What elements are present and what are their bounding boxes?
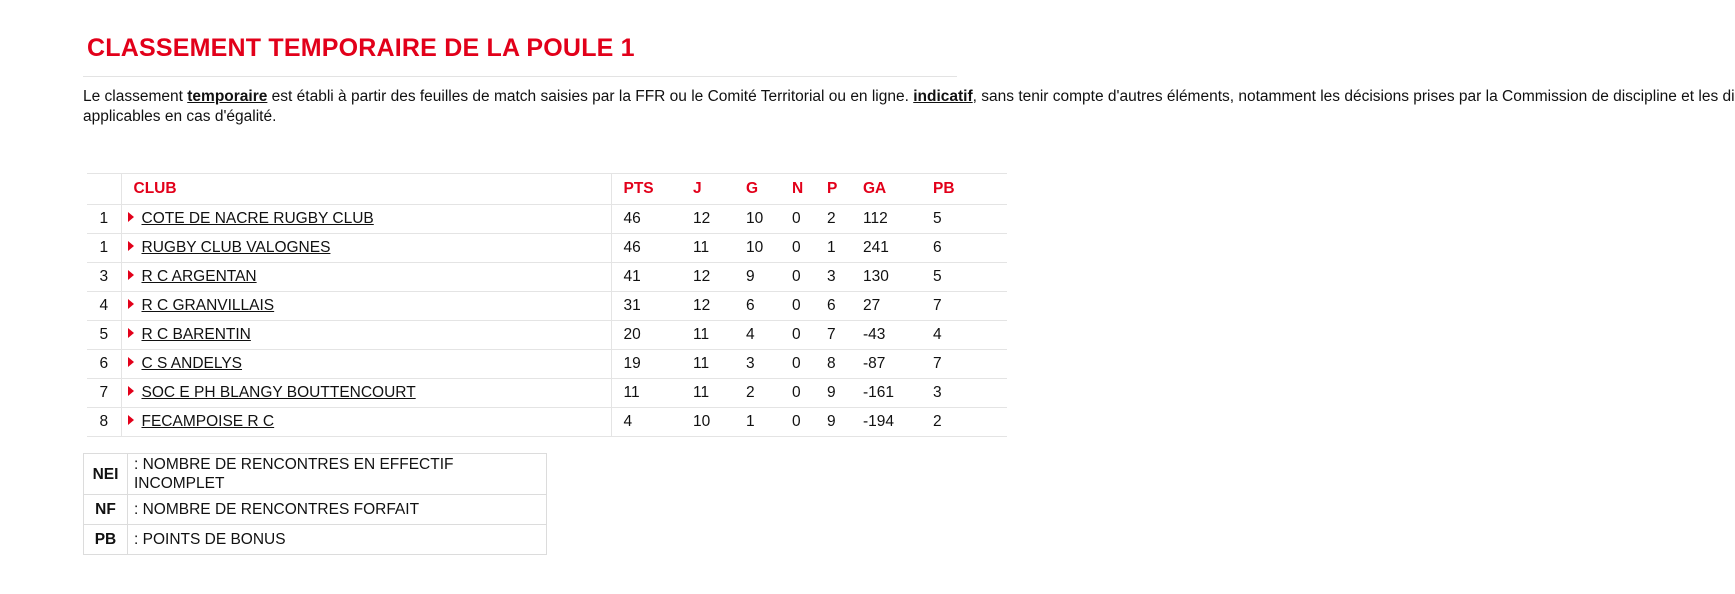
caret-right-icon (128, 415, 134, 425)
ga-cell: -194 (857, 408, 921, 437)
n-cell: 0 (786, 292, 821, 321)
pts-cell: 20 (611, 321, 681, 350)
ga-cell: 112 (857, 205, 921, 234)
club-cell (121, 350, 611, 379)
ga-cell: 27 (857, 292, 921, 321)
legend-row (84, 454, 547, 495)
p-cell: 1 (821, 234, 857, 263)
legend-body (84, 454, 547, 555)
n-cell: 0 (786, 205, 821, 234)
p-cell: 9 (821, 408, 857, 437)
club-cell (121, 408, 611, 437)
table-row (87, 379, 1007, 408)
col-pb-header: PB (921, 174, 1007, 205)
pb-cell: 6 (921, 234, 1007, 263)
table-row (87, 350, 1007, 379)
pb-cell: 5 (921, 205, 1007, 234)
intro-line-3: applicables en cas d'égalité. (83, 108, 277, 125)
pts-cell: 11 (611, 379, 681, 408)
pts-cell: 41 (611, 263, 681, 292)
col-rank-header (87, 174, 121, 205)
ga-cell: 130 (857, 263, 921, 292)
pb-cell: 5 (921, 263, 1007, 292)
n-cell: 0 (786, 350, 821, 379)
intro-indicatif-term: indicatif (913, 88, 973, 105)
caret-right-icon (128, 386, 134, 396)
intro-line-1 (83, 87, 1735, 107)
p-cell: 9 (821, 379, 857, 408)
club-link[interactable]: R C GRANVILLAIS (141, 297, 275, 314)
p-cell: 6 (821, 292, 857, 321)
col-club-header: CLUB (121, 174, 611, 205)
pb-cell: 2 (921, 408, 1007, 437)
club-cell (121, 234, 611, 263)
pb-cell: 4 (921, 321, 1007, 350)
title-divider (83, 76, 957, 77)
intro-line-1-prefix: Le classement (83, 88, 188, 105)
pb-cell: 7 (921, 350, 1007, 379)
caret-right-icon (128, 357, 134, 367)
table-row (87, 408, 1007, 437)
page-title: CLASSEMENT TEMPORAIRE DE LA POULE 1 (87, 34, 635, 62)
g-cell: 1 (734, 408, 786, 437)
club-cell (121, 292, 611, 321)
col-pts-header: PTS (611, 174, 681, 205)
club-link[interactable]: R C BARENTIN (141, 326, 251, 343)
caret-right-icon (128, 299, 134, 309)
club-link[interactable]: RUGBY CLUB VALOGNES (141, 239, 331, 256)
table-row (87, 234, 1007, 263)
n-cell: 0 (786, 379, 821, 408)
rank-cell: 4 (87, 292, 121, 321)
ga-cell: -87 (857, 350, 921, 379)
rank-cell: 1 (87, 234, 121, 263)
pb-cell: 7 (921, 292, 1007, 321)
rank-cell: 7 (87, 379, 121, 408)
col-j-header: J (681, 174, 734, 205)
ga-cell: -161 (857, 379, 921, 408)
table-row (87, 321, 1007, 350)
standings-table (87, 173, 1007, 437)
pts-cell: 4 (611, 408, 681, 437)
legend-abbr: NF (84, 495, 128, 525)
n-cell: 0 (786, 263, 821, 292)
p-cell: 8 (821, 350, 857, 379)
club-link[interactable]: COTE DE NACRE RUGBY CLUB (141, 210, 374, 227)
g-cell: 10 (734, 234, 786, 263)
legend-desc: : NOMBRE DE RENCONTRES FORFAIT (128, 495, 547, 525)
caret-right-icon (128, 212, 134, 222)
legend-abbr: PB (84, 525, 128, 555)
rank-cell: 3 (87, 263, 121, 292)
g-cell: 3 (734, 350, 786, 379)
intro-line-1-suffix: est établi à partir des feuilles de match saisies par la FFR ou le Comité Territorial ou en ligne. (267, 88, 914, 105)
legend-desc: : NOMBRE DE RENCONTRES EN EFFECTIF INCOMPLET (128, 454, 547, 495)
club-cell (121, 379, 611, 408)
intro-line-2-suffix: , sans tenir compte d'autres éléments, notamment les décisions prises par la Commission de discipline et les di (972, 88, 1735, 105)
table-row (87, 205, 1007, 234)
caret-right-icon (128, 328, 134, 338)
standings-header-row (87, 174, 1007, 205)
col-n-header: N (786, 174, 821, 205)
j-cell: 12 (681, 263, 734, 292)
p-cell: 2 (821, 205, 857, 234)
col-ga-header: GA (857, 174, 921, 205)
col-g-header: G (734, 174, 786, 205)
pts-cell: 46 (611, 205, 681, 234)
g-cell: 9 (734, 263, 786, 292)
intro-paragraph (83, 87, 1735, 127)
pts-cell: 46 (611, 234, 681, 263)
g-cell: 10 (734, 205, 786, 234)
standings-body (87, 205, 1007, 437)
caret-right-icon (128, 270, 134, 280)
g-cell: 4 (734, 321, 786, 350)
table-row (87, 263, 1007, 292)
legend-table (83, 453, 547, 555)
intro-temporaire-term: temporaire (187, 88, 268, 105)
club-link[interactable]: SOC E PH BLANGY BOUTTENCOURT (141, 384, 416, 401)
ga-cell: 241 (857, 234, 921, 263)
table-row (87, 292, 1007, 321)
ga-cell: -43 (857, 321, 921, 350)
j-cell: 11 (681, 379, 734, 408)
j-cell: 11 (681, 234, 734, 263)
club-link[interactable]: C S ANDELYS (141, 355, 243, 372)
g-cell: 6 (734, 292, 786, 321)
legend-abbr: NEI (84, 454, 128, 495)
legend-desc: : POINTS DE BONUS (128, 525, 547, 555)
rank-cell: 5 (87, 321, 121, 350)
standings-table-container[interactable] (87, 173, 957, 439)
rank-cell: 6 (87, 350, 121, 379)
club-link[interactable]: FECAMPOISE R C (141, 413, 275, 430)
n-cell: 0 (786, 234, 821, 263)
n-cell: 0 (786, 321, 821, 350)
pts-cell: 31 (611, 292, 681, 321)
caret-right-icon (128, 241, 134, 251)
legend-row (84, 525, 547, 555)
g-cell: 2 (734, 379, 786, 408)
rank-cell: 1 (87, 205, 121, 234)
pts-cell: 19 (611, 350, 681, 379)
j-cell: 11 (681, 321, 734, 350)
club-cell (121, 263, 611, 292)
n-cell: 0 (786, 408, 821, 437)
club-cell (121, 205, 611, 234)
j-cell: 10 (681, 408, 734, 437)
legend-row (84, 495, 547, 525)
j-cell: 12 (681, 205, 734, 234)
j-cell: 12 (681, 292, 734, 321)
j-cell: 11 (681, 350, 734, 379)
rank-cell: 8 (87, 408, 121, 437)
p-cell: 3 (821, 263, 857, 292)
col-p-header: P (821, 174, 857, 205)
pb-cell: 3 (921, 379, 1007, 408)
club-cell (121, 321, 611, 350)
club-link[interactable]: R C ARGENTAN (141, 268, 257, 285)
p-cell: 7 (821, 321, 857, 350)
